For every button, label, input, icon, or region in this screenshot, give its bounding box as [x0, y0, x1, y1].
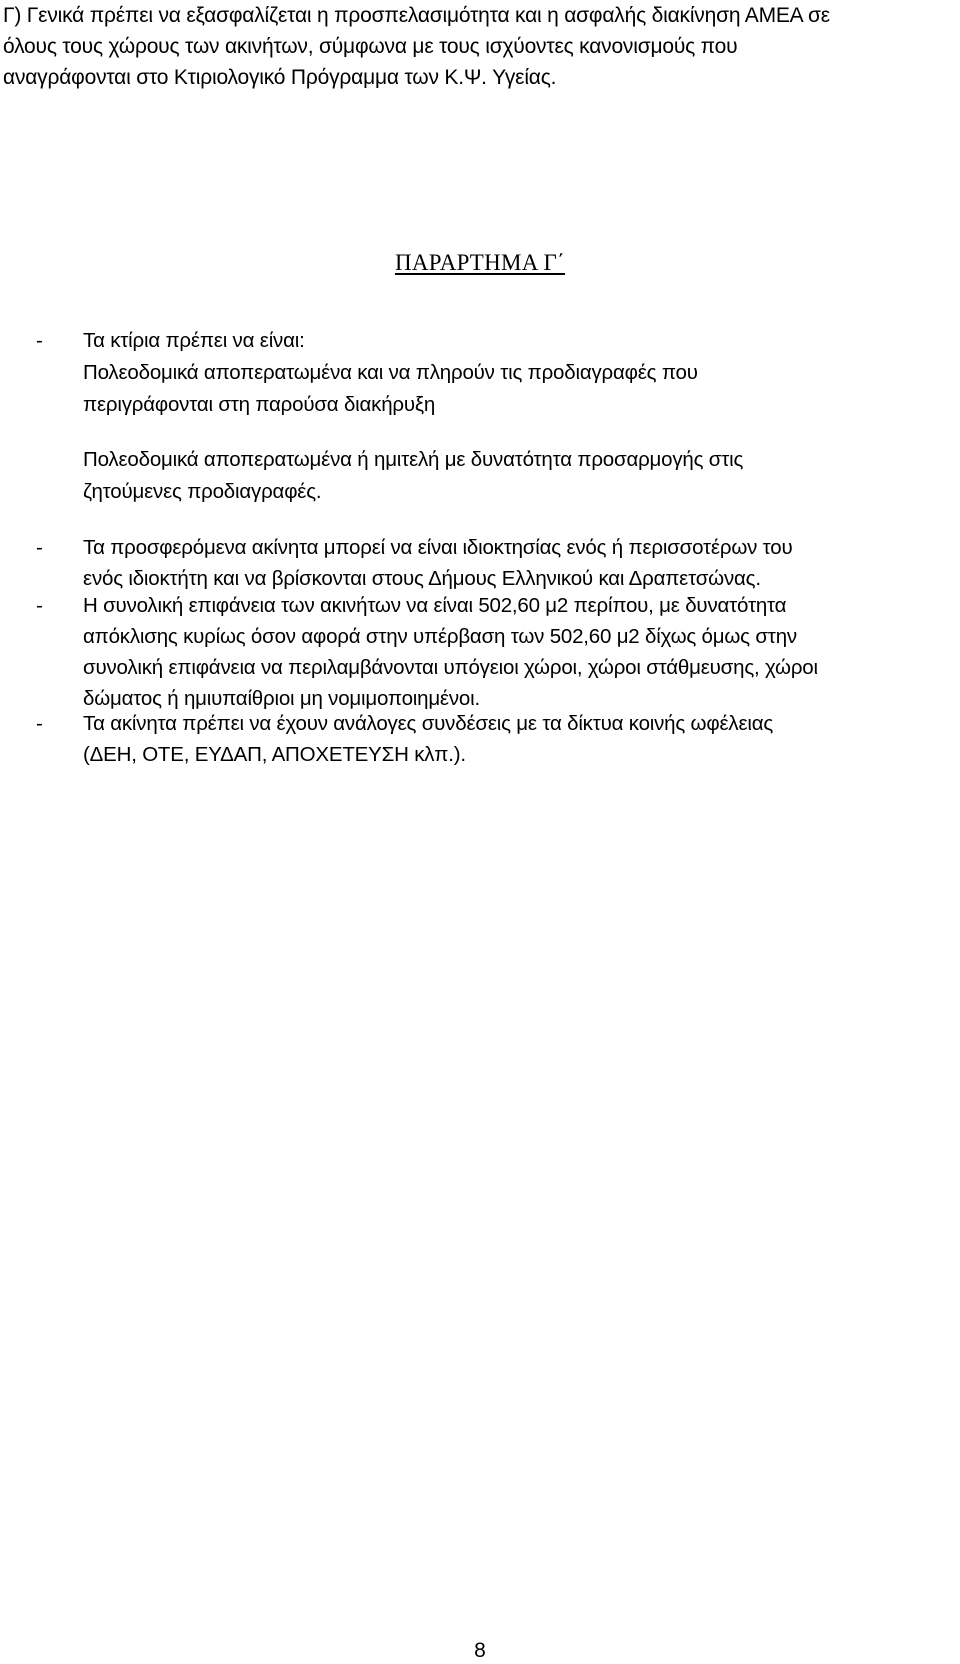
- requirement-line: ενός ιδιοκτήτη και να βρίσκονται στους Δήμους Ελληνικού και Δραπετσώνας.: [83, 567, 761, 590]
- list-dash: -: [36, 536, 43, 559]
- list-dash: -: [36, 712, 43, 735]
- list-dash: -: [36, 329, 43, 352]
- intro-line: όλους τους χώρους των ακινήτων, σύμφωνα με τους ισχύοντες κανονισμούς που: [3, 35, 738, 58]
- requirement-line: ζητούμενες προδιαγραφές.: [83, 480, 322, 503]
- requirement-line: Η συνολική επιφάνεια των ακινήτων να είναι 502,60 μ2 περίπου, με δυνατότητα: [83, 594, 787, 617]
- requirement-text: [83, 590, 960, 714]
- requirement-line: απόκλισης κυρίως όσον αφορά στην υπέρβαση των 502,60 μ2 δίχως όμως στην: [83, 625, 797, 648]
- requirement-line: Πολεοδομικά αποπερατωμένα ή ημιτελή με δυνατότητα προσαρμογής στις: [83, 448, 744, 471]
- requirement-text: [83, 708, 960, 770]
- requirement-line: (ΔΕΗ, ΟΤΕ, ΕΥΔΑΠ, ΑΠΟΧΕΤΕΥΣΗ κλπ.).: [83, 743, 466, 766]
- list-dash: -: [36, 594, 43, 617]
- intro-line: αναγράφονται στο Κτιριολογικό Πρόγραμμα των Κ.Ψ. Υγείας.: [3, 66, 557, 89]
- requirement-line: δώματος ή ημιυπαίθριοι μη νομιμοποιημένοι.: [83, 687, 480, 710]
- appendix-title: ΠΑΡΑΡΤΗΜΑ Γ΄: [394, 250, 566, 275]
- requirement-line: Τα ακίνητα πρέπει να έχουν ανάλογες συνδέσεις με τα δίκτυα κοινής ωφέλειας: [83, 712, 774, 735]
- page-number: 8: [474, 1639, 486, 1662]
- requirement-line: Τα κτίρια πρέπει να είναι:: [83, 329, 305, 352]
- intro-paragraph: [3, 0, 955, 93]
- requirement-line: περιγράφονται στη παρούσα διακήρυξη: [83, 393, 436, 416]
- requirement-text: [83, 532, 960, 594]
- requirement-line: Τα προσφερόμενα ακίνητα μπορεί να είναι ιδιοκτησίας ενός ή περισσοτέρων του: [83, 536, 793, 559]
- intro-line: Γ) Γενικά πρέπει να εξασφαλίζεται η προσπελασιμότητα και η ασφαλής διακίνηση ΑΜΕΑ σε: [3, 4, 830, 27]
- requirement-line: Πολεοδομικά αποπερατωμένα και να πληρούν τις προδιαγραφές που: [83, 361, 698, 384]
- requirement-alternative: [83, 444, 960, 508]
- requirement-line: συνολική επιφάνεια να περιλαμβάνονται υπόγειοι χώροι, χώροι στάθμευσης, χώροι: [83, 656, 818, 679]
- requirement-text: [83, 325, 960, 421]
